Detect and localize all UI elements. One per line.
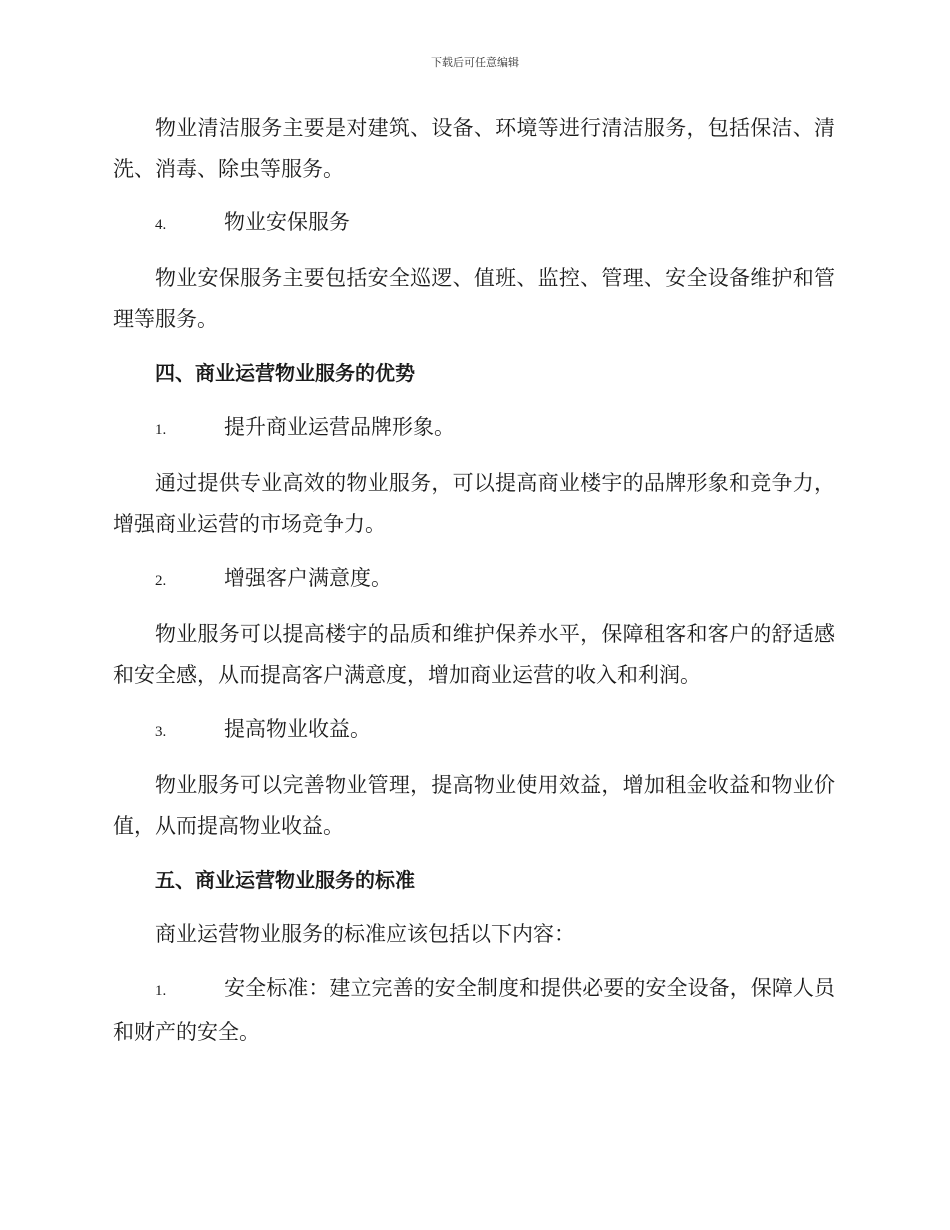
page-header: 下载后可任意编辑: [431, 56, 519, 69]
paragraph-cleaning-service: 物业清洁服务主要是对建筑、设备、环境等进行清洁服务，包括保洁、清洗、消毒、除虫等服务。: [113, 116, 835, 181]
list-item-safety-standard: [113, 968, 835, 1053]
paragraph-security-service: 物业安保服务主要包括安全巡逻、值班、监控、管理、安全设备维护和管理等服务。: [113, 266, 835, 331]
section-heading-advantages: 四、商业运营物业服务的优势: [155, 361, 415, 385]
list-number: 1.: [155, 983, 167, 999]
document-body: [113, 108, 835, 1053]
list-item-text: 增强客户满意度。: [224, 566, 392, 590]
paragraph-customer-satisfaction: 物业服务可以提高楼宇的品质和维护保养水平，保障租客和客户的舒适感和安全感，从而提高客户满意度，增加商业运营的收入和利润。: [113, 622, 835, 687]
list-item-customer-satisfaction: [113, 558, 835, 602]
list-item-text: 提高物业收益。: [224, 717, 371, 741]
list-number: 4.: [155, 217, 167, 233]
list-item-security-service: [113, 202, 835, 246]
list-number: 3.: [155, 724, 167, 740]
paragraph-brand-image: 通过提供专业高效的物业服务，可以提高商业楼宇的品牌形象和竞争力，增强商业运营的市场竞争力。: [113, 471, 835, 536]
list-item-text: 物业安保服务: [224, 210, 350, 234]
paragraph-property-revenue: 物业服务可以完善物业管理，提高物业使用效益，增加租金收益和物业价值，从而提高物业收益。: [113, 773, 835, 838]
section-heading-standards: 五、商业运营物业服务的标准: [155, 868, 415, 892]
list-item-brand-image: [113, 407, 835, 451]
list-number: 1.: [155, 422, 167, 438]
list-item-text: 提升商业运营品牌形象。: [224, 415, 455, 439]
list-item-text: 安全标准：建立完善的安全制度和提供必要的安全设备，保障人员和财产的安全。: [113, 976, 835, 1044]
list-number: 2.: [155, 573, 167, 589]
paragraph-standards-intro: 商业运营物业服务的标准应该包括以下内容：: [155, 922, 575, 946]
list-item-property-revenue: [113, 709, 835, 753]
